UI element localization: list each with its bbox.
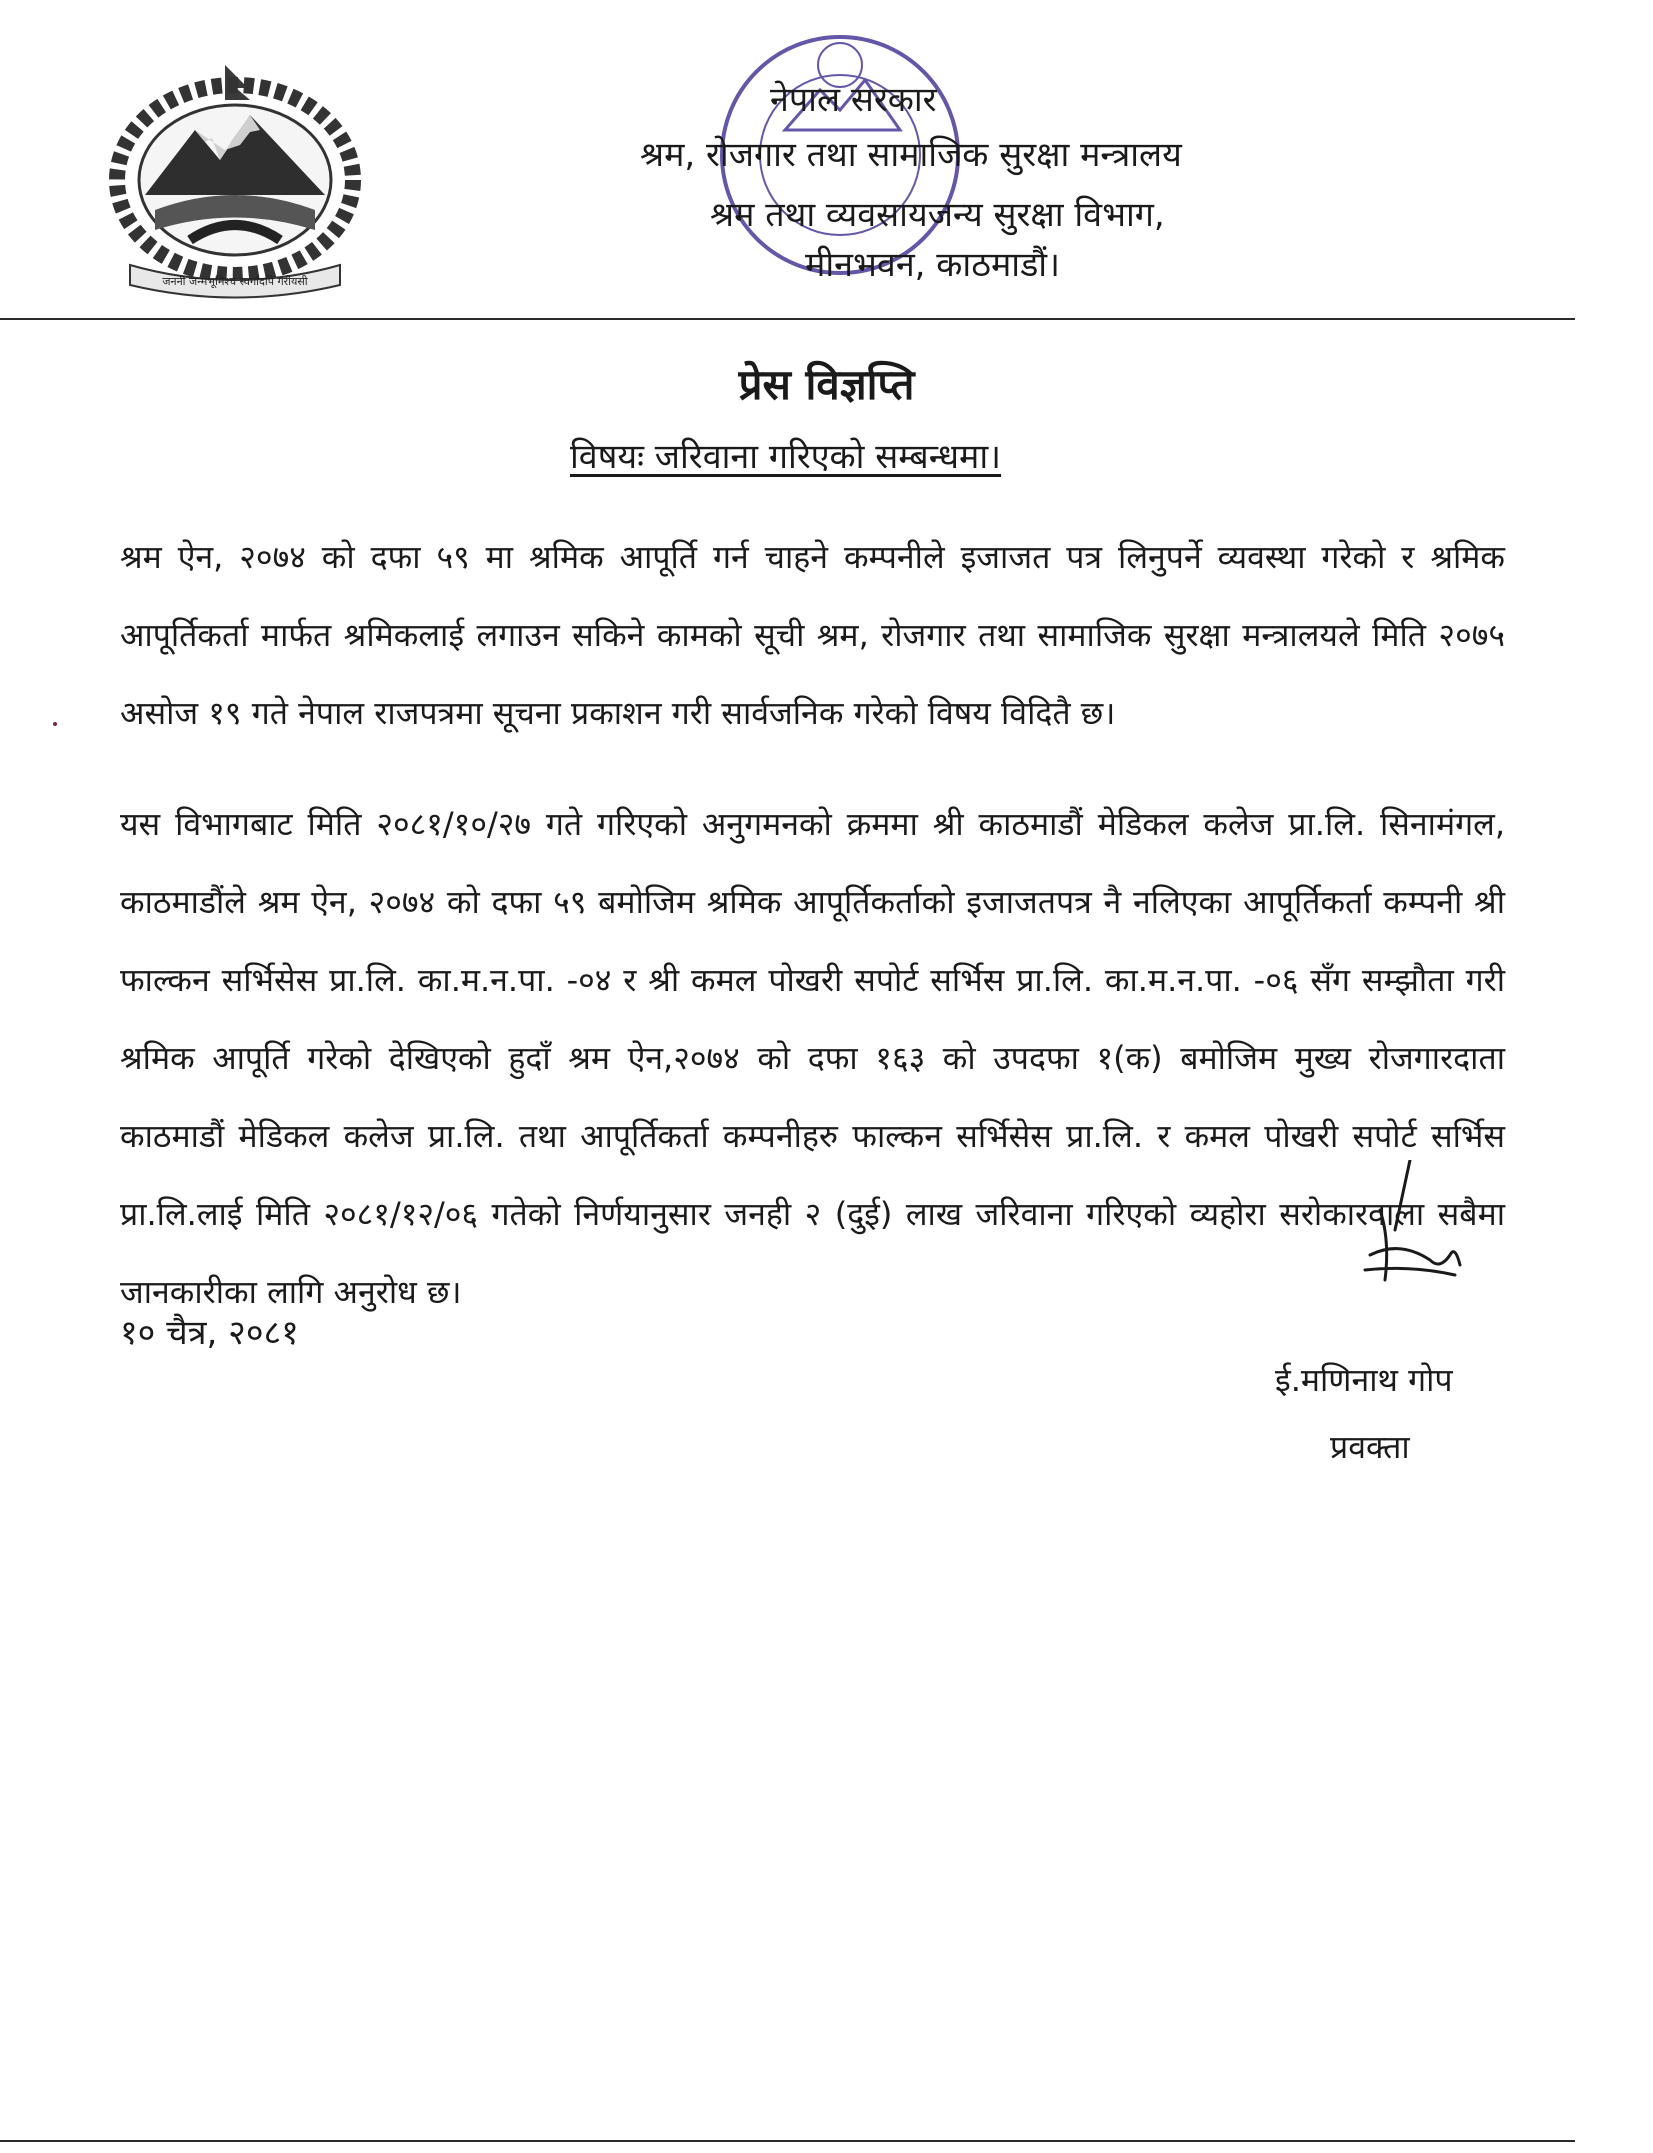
ministry-name: श्रम, रोजगार तथा सामाजिक सुरक्षा मन्त्रालय: [640, 135, 1182, 175]
department-name: श्रम तथा व्यवसायजन्य सुरक्षा विभाग,: [710, 195, 1165, 235]
signature-icon: [1340, 1160, 1470, 1300]
footer-divider: [0, 2140, 1575, 2142]
paragraph-text: श्रम ऐन, २०७४ को दफा ५९ मा श्रमिक आपूर्ति गर्न चाहने कम्पनीले इजाजत पत्र लिनुपर्ने व्यवस्था गरेको र श्रमिक आपूर्तिकर्ता मार्फत श्रमिकलाई लगाउन सकिने कामको सूची श्रम, रोजगार तथा सामाजिक सुरक्षा मन्त्रालयले मिति २०७५ असोज १९ गते नेपाल राजपत्रमा सूचना प्रकाशन गरी सार्वजनिक गरेको विषय विदितै छ।: [120, 538, 1505, 732]
document-subject: विषयः जरिवाना गरिएको सम्बन्धमा।: [570, 437, 1002, 477]
emblem-motto: जननी जन्मभूमिश्च स्वर्गादपि गरीयसी: [162, 275, 308, 288]
paragraph-text: यस विभागबाट मिति २०८१/१०/२७ गते गरिएको अनुगमनको क्रममा श्री काठमाडौं मेडिकल कलेज प्रा.लि. सिनामंगल, काठमाडौंले श्रम ऐन, २०७४ को दफा ५९ बमोजिम श्रमिक आपूर्तिकर्ताको इजाजतपत्र नै नलिएका आपूर्तिकर्ता कम्पनी श्री फाल्कन सर्भिसेस प्रा.लि. का.म.न.पा. -०४ र श्री कमल पोखरी सपोर्ट सर्भिस प्रा.लि. का.म.न.पा. -०६ सँग सम्झौता गरी श्रमिक आपूर्ति गरेको देखिएको हुदाँ श्रम ऐन,२०७४ को दफा १६३ को उपदफा १(क) बमोजिम मुख्य रोजगारदाता काठमाडौं मेडिकल कलेज प्रा.लि. तथा आपूर्तिकर्ता कम्पनीहरु फाल्कन सर्भिसेस प्रा.लि. र कमल पोखरी सपोर्ट सर्भिस प्रा.लि.लाई मिति २०८१/१२/०६ गतेको निर्णयानुसार जनही २ (दुई) लाख जरिवाना गरिएको व्यहोरा सरोकारवाला सबैमा जानकारीका लागि अनुरोध छ।: [120, 805, 1505, 1311]
office-address: मीनभवन, काठमाडौं।: [805, 245, 1060, 285]
document-title: प्रेस विज्ञप्ति: [738, 360, 915, 409]
nepal-emblem-icon: [100, 60, 370, 300]
header-divider: [0, 318, 1575, 320]
issue-date: १० चैत्र, २०८१: [120, 1313, 299, 1353]
signer-name: ई.मणिनाथ गोप: [1275, 1361, 1453, 1399]
scan-speck: [53, 722, 57, 726]
body-paragraph-2: [120, 785, 1505, 1331]
government-name: नेपाल सरकार: [770, 80, 937, 120]
body-paragraph-1: [120, 518, 1505, 752]
signer-role: प्रवक्ता: [1330, 1428, 1410, 1466]
